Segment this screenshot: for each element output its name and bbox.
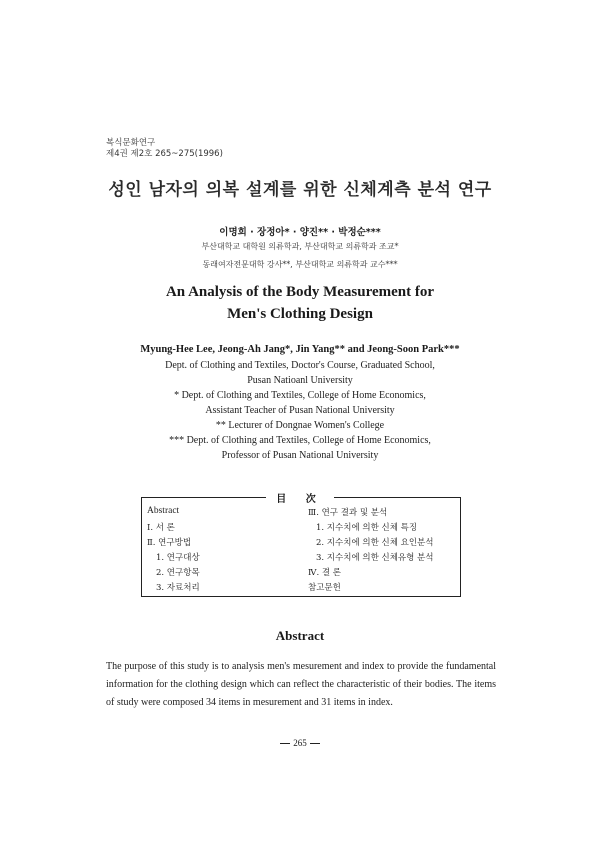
korean-affiliation-1: 부산대학교 대학원 의류학과, 부산대학교 의류학과 조교* — [201, 242, 399, 251]
journal-info — [106, 138, 223, 160]
abstract-heading: Abstract — [275, 628, 325, 643]
abstract-body: The purpose of this study is to analysis men's mesurement and index to provide the fundamental information for the clothing design which can reflect the characteristic of their bodies. The items of study were composed 34 items in mesurement and 31 items in index. — [106, 661, 496, 708]
toc-item-references: 참고문헌 — [308, 583, 341, 593]
toc-item-items: 2. 연구항목 — [156, 568, 200, 578]
left-dash — [280, 743, 290, 744]
english-affiliation-7: Professor of Pusan National University — [221, 450, 379, 461]
english-affiliation-2: Pusan Natioanl University — [247, 375, 353, 386]
toc-item-abstract: Abstract — [147, 506, 180, 516]
korean-affiliation-2: 동래여자전문대학 강사**, 부산대학교 의류학과 교수*** — [202, 260, 398, 269]
english-affiliation-6: *** Dept. of Clothing and Textiles, College of Home Economics, — [169, 435, 431, 446]
toc-item-introduction: Ⅰ. 서 론 — [147, 523, 175, 533]
english-affiliation-1: Dept. of Clothing and Textiles, Doctor's Course, Graduated School, — [165, 360, 435, 371]
english-affiliation-3: * Dept. of Clothing and Textiles, College of Home Economics, — [174, 390, 426, 401]
toc-heading-label: 目 次 — [266, 494, 333, 505]
english-title-line-2: Men's Clothing Design — [227, 306, 373, 322]
toc-item-body-features: 1. 지수치에 의한 신체 특징 — [316, 523, 418, 533]
journal-name: 복식문화연구 — [106, 138, 156, 148]
english-affiliation-4: Assistant Teacher of Pusan National University — [205, 405, 395, 416]
toc-item-body-type: 3. 지수치에 의한 신체유형 분석 — [316, 553, 434, 563]
toc-item-data-processing: 3. 자료처리 — [156, 583, 200, 593]
toc-item-results: Ⅲ. 연구 결과 및 분석 — [308, 508, 388, 518]
toc-item-factor-analysis: 2. 지수치에 의한 신체 요인분석 — [316, 538, 434, 548]
toc-item-method: Ⅱ. 연구방법 — [147, 538, 192, 548]
english-authors: Myung-Hee Lee, Jeong-Ah Jang*, Jin Yang** and Jeong-Soon Park*** — [140, 344, 460, 355]
toc-item-subjects: 1. 연구대상 — [156, 553, 200, 563]
english-affiliation-5: ** Lecturer of Dongnae Women's College — [215, 420, 385, 431]
toc-item-conclusion: Ⅳ. 결 론 — [308, 568, 342, 578]
right-dash — [310, 743, 320, 744]
english-title-line-1: An Analysis of the Body Measurement for — [165, 284, 435, 300]
page-number-value: 265 — [293, 738, 307, 748]
journal-volume: 제4권 제2호 265~275(1996) — [106, 149, 223, 159]
page-number — [0, 738, 600, 748]
korean-title: 성인 남자의 의복 설계를 위한 신체계측 분석 연구 — [108, 180, 492, 200]
korean-authors: 이명희 · 장정아* · 양진** · 박정순*** — [219, 227, 381, 238]
toc-heading — [0, 489, 600, 507]
